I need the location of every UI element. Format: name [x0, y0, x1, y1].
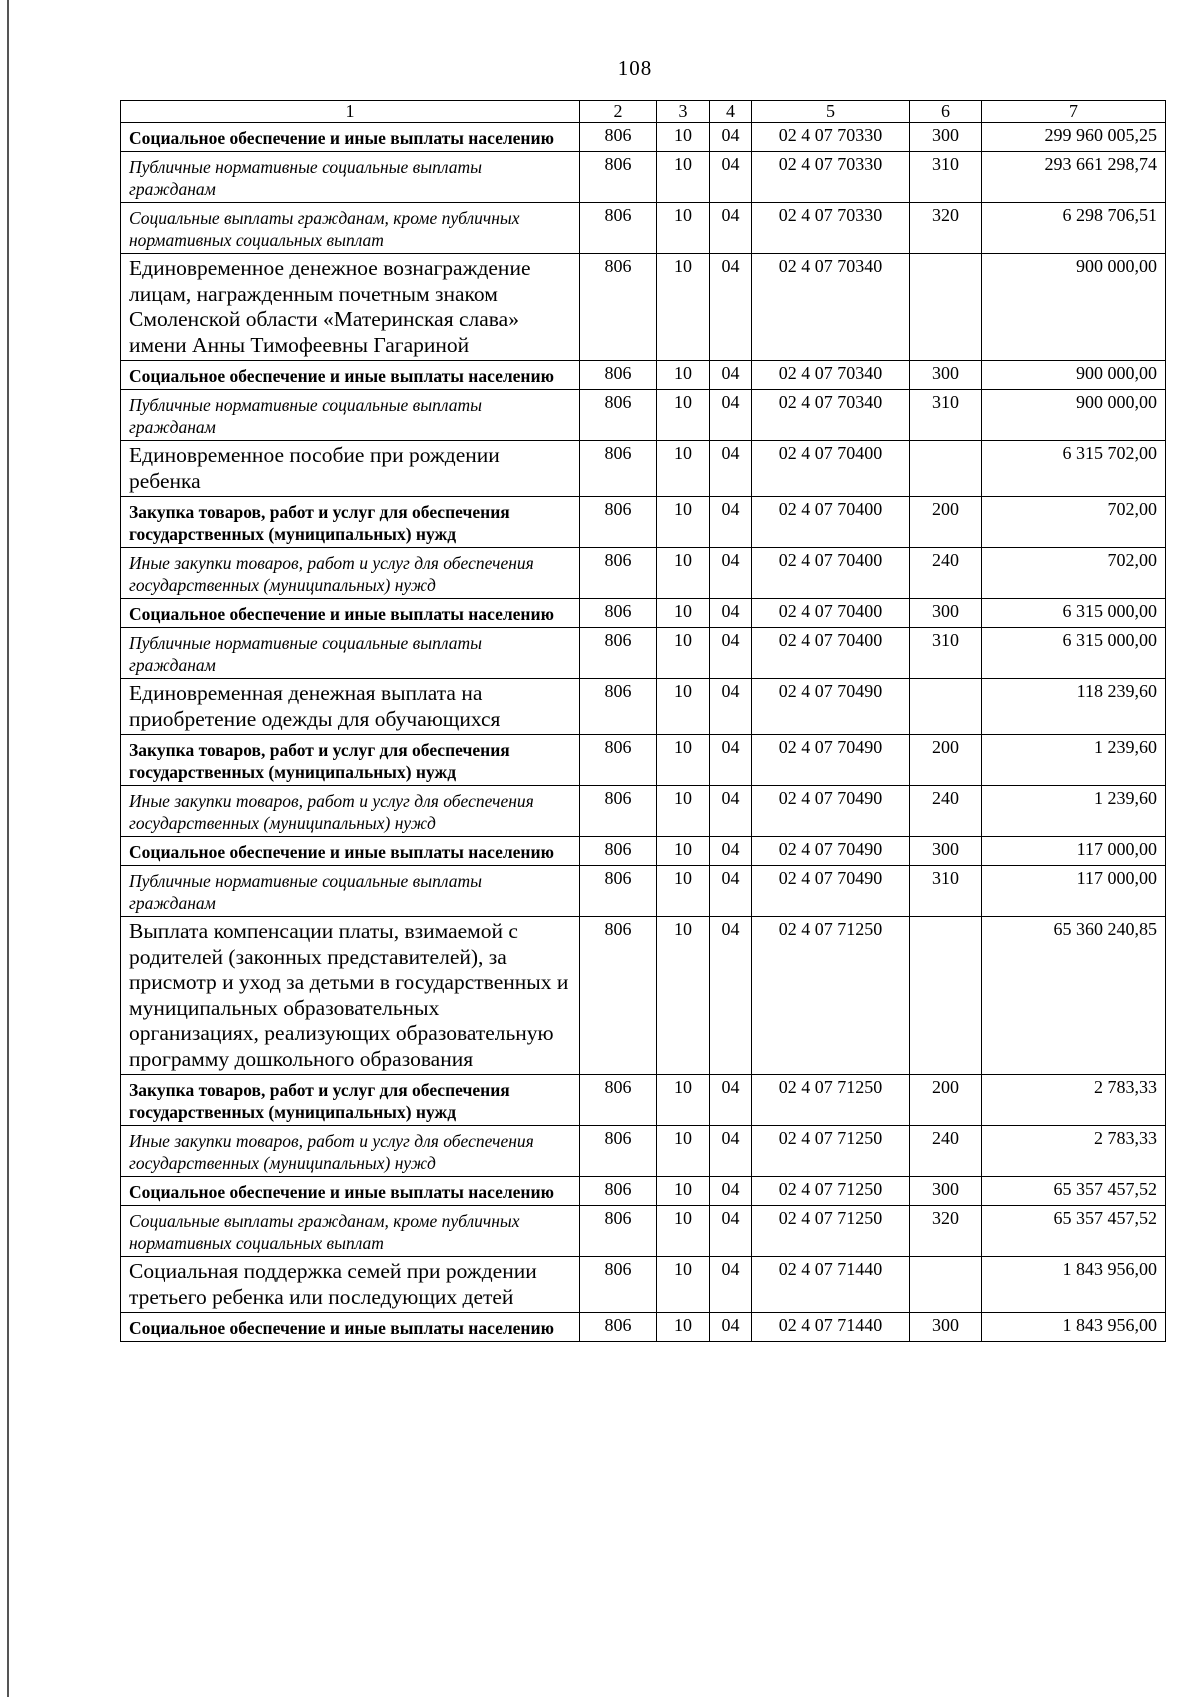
target-article-cell: 02 4 07 71250: [752, 1177, 910, 1206]
expense-type-cell: [910, 1257, 982, 1313]
section-code-cell: 10: [657, 361, 710, 390]
row-name-cell: Закупка товаров, работ и услуг для обеспечения государственных (муниципальных) нужд: [121, 497, 580, 548]
row-name-cell: Публичные нормативные социальные выплаты гражданам: [121, 152, 580, 203]
column-header: 4: [710, 101, 752, 123]
target-article-cell: 02 4 07 70330: [752, 123, 910, 152]
row-name-cell: Публичные нормативные социальные выплаты гражданам: [121, 866, 580, 917]
target-article-cell: 02 4 07 70400: [752, 441, 910, 497]
subsection-code-cell: 04: [710, 1075, 752, 1126]
row-name-cell: Выплата компенсации платы, взимаемой с родителей (законных представителей), за присмотр и уход за детьми в государственных и муниципальных образовательных организациях, реализующих образовательную программу дошкольного образования: [121, 917, 580, 1075]
table-row: [121, 679, 1166, 735]
section-code-cell: 10: [657, 679, 710, 735]
target-article-cell: 02 4 07 71440: [752, 1257, 910, 1313]
admin-code-cell: 806: [580, 1075, 657, 1126]
section-code-cell: 10: [657, 599, 710, 628]
amount-cell: 65 357 457,52: [982, 1206, 1166, 1257]
expense-type-cell: 240: [910, 548, 982, 599]
column-header: 6: [910, 101, 982, 123]
row-name-cell: Социальное обеспечение и иные выплаты населению: [121, 1313, 580, 1342]
amount-cell: 2 783,33: [982, 1075, 1166, 1126]
row-name-cell: Единовременное пособие при рождении ребенка: [121, 441, 580, 497]
amount-cell: 118 239,60: [982, 679, 1166, 735]
amount-cell: 1 239,60: [982, 786, 1166, 837]
table-row: [121, 497, 1166, 548]
target-article-cell: 02 4 07 70330: [752, 203, 910, 254]
row-name-cell: Социальное обеспечение и иные выплаты населению: [121, 837, 580, 866]
admin-code-cell: 806: [580, 786, 657, 837]
budget-table: [120, 100, 1166, 1342]
expense-type-cell: 240: [910, 786, 982, 837]
table-row: [121, 917, 1166, 1075]
amount-cell: 900 000,00: [982, 361, 1166, 390]
target-article-cell: 02 4 07 71250: [752, 1206, 910, 1257]
admin-code-cell: 806: [580, 1313, 657, 1342]
table-row: [121, 1075, 1166, 1126]
section-code-cell: 10: [657, 1313, 710, 1342]
expense-type-cell: 310: [910, 866, 982, 917]
section-code-cell: 10: [657, 1126, 710, 1177]
target-article-cell: 02 4 07 70400: [752, 599, 910, 628]
amount-cell: 6 315 000,00: [982, 628, 1166, 679]
section-code-cell: 10: [657, 735, 710, 786]
subsection-code-cell: 04: [710, 837, 752, 866]
admin-code-cell: 806: [580, 361, 657, 390]
target-article-cell: 02 4 07 70400: [752, 628, 910, 679]
table-row: [121, 1257, 1166, 1313]
expense-type-cell: 240: [910, 1126, 982, 1177]
row-name-cell: Социальная поддержка семей при рождении третьего ребенка или последующих детей: [121, 1257, 580, 1313]
admin-code-cell: 806: [580, 1126, 657, 1177]
row-name-cell: Социальное обеспечение и иные выплаты населению: [121, 361, 580, 390]
section-code-cell: 10: [657, 548, 710, 599]
row-name-cell: Единовременное денежное вознаграждение лицам, награжденным почетным знаком Смоленской области «Материнская слава» имени Анны Тимофеевны Гагариной: [121, 254, 580, 361]
section-code-cell: 10: [657, 786, 710, 837]
table-row: [121, 390, 1166, 441]
table-row: [121, 1313, 1166, 1342]
admin-code-cell: 806: [580, 917, 657, 1075]
table-row: [121, 123, 1166, 152]
admin-code-cell: 806: [580, 1257, 657, 1313]
amount-cell: 117 000,00: [982, 837, 1166, 866]
expense-type-cell: 320: [910, 203, 982, 254]
expense-type-cell: 320: [910, 1206, 982, 1257]
subsection-code-cell: 04: [710, 786, 752, 837]
subsection-code-cell: 04: [710, 1206, 752, 1257]
section-code-cell: 10: [657, 203, 710, 254]
subsection-code-cell: 04: [710, 390, 752, 441]
amount-cell: 2 783,33: [982, 1126, 1166, 1177]
amount-cell: 1 239,60: [982, 735, 1166, 786]
admin-code-cell: 806: [580, 599, 657, 628]
target-article-cell: 02 4 07 71250: [752, 1126, 910, 1177]
column-header: 7: [982, 101, 1166, 123]
table-row: [121, 866, 1166, 917]
row-name-cell: Социальные выплаты гражданам, кроме публичных нормативных социальных выплат: [121, 203, 580, 254]
admin-code-cell: 806: [580, 837, 657, 866]
row-name-cell: Единовременная денежная выплата на приобретение одежды для обучающихся: [121, 679, 580, 735]
admin-code-cell: 806: [580, 497, 657, 548]
expense-type-cell: 300: [910, 1177, 982, 1206]
section-code-cell: 10: [657, 1206, 710, 1257]
admin-code-cell: 806: [580, 441, 657, 497]
amount-cell: 65 360 240,85: [982, 917, 1166, 1075]
amount-cell: 900 000,00: [982, 254, 1166, 361]
subsection-code-cell: 04: [710, 548, 752, 599]
subsection-code-cell: 04: [710, 917, 752, 1075]
table-row: [121, 152, 1166, 203]
admin-code-cell: 806: [580, 390, 657, 441]
scan-edge-line: [7, 0, 9, 1697]
admin-code-cell: 806: [580, 628, 657, 679]
subsection-code-cell: 04: [710, 152, 752, 203]
row-name-cell: Закупка товаров, работ и услуг для обеспечения государственных (муниципальных) нужд: [121, 735, 580, 786]
amount-cell: 293 661 298,74: [982, 152, 1166, 203]
expense-type-cell: 300: [910, 837, 982, 866]
table-row: [121, 599, 1166, 628]
row-name-cell: Социальное обеспечение и иные выплаты населению: [121, 123, 580, 152]
subsection-code-cell: 04: [710, 497, 752, 548]
subsection-code-cell: 04: [710, 1126, 752, 1177]
column-header: 5: [752, 101, 910, 123]
amount-cell: 6 315 000,00: [982, 599, 1166, 628]
row-name-cell: Закупка товаров, работ и услуг для обеспечения государственных (муниципальных) нужд: [121, 1075, 580, 1126]
section-code-cell: 10: [657, 497, 710, 548]
expense-type-cell: 310: [910, 390, 982, 441]
expense-type-cell: 300: [910, 1313, 982, 1342]
section-code-cell: 10: [657, 152, 710, 203]
target-article-cell: 02 4 07 70400: [752, 548, 910, 599]
section-code-cell: 10: [657, 254, 710, 361]
subsection-code-cell: 04: [710, 441, 752, 497]
expense-type-cell: 310: [910, 628, 982, 679]
expense-type-cell: 200: [910, 735, 982, 786]
section-code-cell: 10: [657, 123, 710, 152]
target-article-cell: 02 4 07 70490: [752, 837, 910, 866]
target-article-cell: 02 4 07 70490: [752, 679, 910, 735]
section-code-cell: 10: [657, 1257, 710, 1313]
table-row: [121, 735, 1166, 786]
section-code-cell: 10: [657, 866, 710, 917]
amount-cell: 6 298 706,51: [982, 203, 1166, 254]
section-code-cell: 10: [657, 1075, 710, 1126]
section-code-cell: 10: [657, 1177, 710, 1206]
target-article-cell: 02 4 07 70490: [752, 735, 910, 786]
table-row: [121, 548, 1166, 599]
target-article-cell: 02 4 07 70340: [752, 390, 910, 441]
row-name-cell: Иные закупки товаров, работ и услуг для обеспечения государственных (муниципальных) нужд: [121, 1126, 580, 1177]
target-article-cell: 02 4 07 71250: [752, 917, 910, 1075]
admin-code-cell: 806: [580, 1206, 657, 1257]
expense-type-cell: 200: [910, 1075, 982, 1126]
target-article-cell: 02 4 07 70340: [752, 254, 910, 361]
table-row: [121, 1177, 1166, 1206]
section-code-cell: 10: [657, 390, 710, 441]
row-name-cell: Социальные выплаты гражданам, кроме публичных нормативных социальных выплат: [121, 1206, 580, 1257]
table-row: [121, 837, 1166, 866]
row-name-cell: Иные закупки товаров, работ и услуг для обеспечения государственных (муниципальных) нужд: [121, 548, 580, 599]
amount-cell: 1 843 956,00: [982, 1257, 1166, 1313]
amount-cell: 900 000,00: [982, 390, 1166, 441]
table-row: [121, 361, 1166, 390]
subsection-code-cell: 04: [710, 735, 752, 786]
table-row: [121, 1206, 1166, 1257]
row-name-cell: Социальное обеспечение и иные выплаты населению: [121, 599, 580, 628]
section-code-cell: 10: [657, 837, 710, 866]
column-header: 2: [580, 101, 657, 123]
table-header: [121, 101, 1166, 123]
expense-type-cell: 310: [910, 152, 982, 203]
amount-cell: 702,00: [982, 548, 1166, 599]
target-article-cell: 02 4 07 70340: [752, 361, 910, 390]
subsection-code-cell: 04: [710, 254, 752, 361]
column-header: 1: [121, 101, 580, 123]
page-number: 108: [617, 56, 653, 80]
subsection-code-cell: 04: [710, 1313, 752, 1342]
expense-type-cell: [910, 441, 982, 497]
expense-type-cell: 300: [910, 361, 982, 390]
row-name-cell: Публичные нормативные социальные выплаты гражданам: [121, 628, 580, 679]
subsection-code-cell: 04: [710, 599, 752, 628]
header-row: [121, 101, 1166, 123]
row-name-cell: Публичные нормативные социальные выплаты гражданам: [121, 390, 580, 441]
table-row: [121, 786, 1166, 837]
target-article-cell: 02 4 07 70330: [752, 152, 910, 203]
row-name-cell: Социальное обеспечение и иные выплаты населению: [121, 1177, 580, 1206]
admin-code-cell: 806: [580, 1177, 657, 1206]
subsection-code-cell: 04: [710, 1177, 752, 1206]
column-header: 3: [657, 101, 710, 123]
target-article-cell: 02 4 07 71440: [752, 1313, 910, 1342]
table-body: [121, 123, 1166, 1342]
admin-code-cell: 806: [580, 735, 657, 786]
amount-cell: 299 960 005,25: [982, 123, 1166, 152]
subsection-code-cell: 04: [710, 679, 752, 735]
subsection-code-cell: 04: [710, 203, 752, 254]
admin-code-cell: 806: [580, 679, 657, 735]
table-row: [121, 441, 1166, 497]
amount-cell: 117 000,00: [982, 866, 1166, 917]
amount-cell: 1 843 956,00: [982, 1313, 1166, 1342]
amount-cell: 65 357 457,52: [982, 1177, 1166, 1206]
subsection-code-cell: 04: [710, 123, 752, 152]
expense-type-cell: 200: [910, 497, 982, 548]
admin-code-cell: 806: [580, 123, 657, 152]
amount-cell: 702,00: [982, 497, 1166, 548]
amount-cell: 6 315 702,00: [982, 441, 1166, 497]
table-row: [121, 254, 1166, 361]
table-row: [121, 1126, 1166, 1177]
subsection-code-cell: 04: [710, 1257, 752, 1313]
row-name-cell: Иные закупки товаров, работ и услуг для обеспечения государственных (муниципальных) нужд: [121, 786, 580, 837]
admin-code-cell: 806: [580, 254, 657, 361]
section-code-cell: 10: [657, 628, 710, 679]
table-row: [121, 203, 1166, 254]
expense-type-cell: [910, 679, 982, 735]
target-article-cell: 02 4 07 70490: [752, 866, 910, 917]
table-row: [121, 628, 1166, 679]
subsection-code-cell: 04: [710, 361, 752, 390]
subsection-code-cell: 04: [710, 628, 752, 679]
subsection-code-cell: 04: [710, 866, 752, 917]
admin-code-cell: 806: [580, 203, 657, 254]
target-article-cell: 02 4 07 70400: [752, 497, 910, 548]
section-code-cell: 10: [657, 917, 710, 1075]
target-article-cell: 02 4 07 70490: [752, 786, 910, 837]
target-article-cell: 02 4 07 71250: [752, 1075, 910, 1126]
expense-type-cell: 300: [910, 599, 982, 628]
section-code-cell: 10: [657, 441, 710, 497]
expense-type-cell: [910, 254, 982, 361]
admin-code-cell: 806: [580, 548, 657, 599]
expense-type-cell: 300: [910, 123, 982, 152]
expense-type-cell: [910, 917, 982, 1075]
admin-code-cell: 806: [580, 866, 657, 917]
admin-code-cell: 806: [580, 152, 657, 203]
